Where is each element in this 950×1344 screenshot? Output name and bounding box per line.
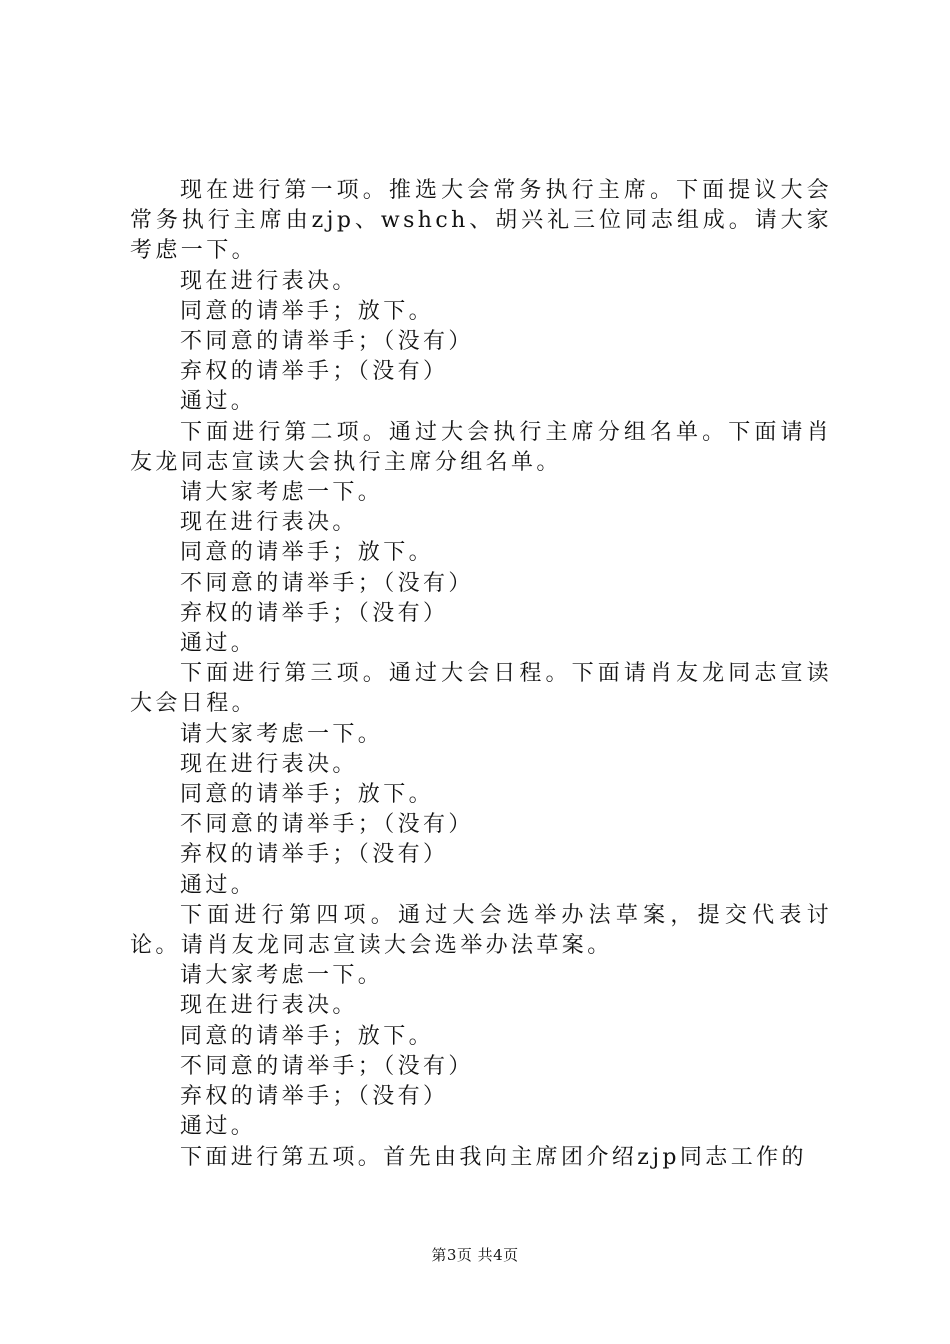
paragraph: 通过。 — [180, 872, 257, 898]
document-body — [130, 176, 832, 1173]
paragraph: 不同意的请举手；（没有） — [180, 570, 474, 596]
paragraph: 不同意的请举手；（没有） — [180, 812, 474, 838]
paragraph: 下面进行第二项。通过大会执行主席分组名单。下面请肖友龙同志宣读大会执行主席分组名单。 — [130, 419, 832, 475]
paragraph: 同意的请举手；放下。 — [180, 1023, 435, 1049]
paragraph: 现在进行第一项。推选大会常务执行主席。下面提议大会常务执行主席由zjp、wshch、胡兴礼三位同志组成。请大家考虑一下。 — [130, 178, 832, 264]
paragraph: 现在进行表决。 — [180, 751, 358, 777]
paragraph: 弃权的请举手；（没有） — [180, 1084, 449, 1110]
paragraph: 不同意的请举手；（没有） — [180, 1053, 474, 1079]
paragraph: 现在进行表决。 — [180, 993, 358, 1019]
paragraph: 通过。 — [180, 631, 257, 657]
paragraph: 请大家考虑一下。 — [180, 963, 384, 989]
paragraph: 同意的请举手；放下。 — [180, 782, 435, 808]
paragraph: 下面进行第四项。通过大会选举办法草案，提交代表讨论。请肖友龙同志宣读大会选举办法草案。 — [130, 902, 832, 959]
paragraph: 现在进行表决。 — [180, 510, 358, 536]
paragraph: 弃权的请举手；（没有） — [180, 842, 449, 868]
paragraph: 弃权的请举手；（没有） — [180, 600, 449, 626]
paragraph: 请大家考虑一下。 — [180, 721, 384, 747]
page-number: 第3页 共4页 — [431, 1246, 519, 1264]
paragraph: 同意的请举手；放下。 — [180, 540, 435, 566]
paragraph: 通过。 — [180, 389, 257, 415]
paragraph: 同意的请举手；放下。 — [180, 298, 435, 324]
paragraph: 下面进行第五项。首先由我向主席团介绍zjp同志工作的 — [180, 1144, 807, 1170]
paragraph: 现在进行表决。 — [180, 268, 358, 294]
paragraph: 下面进行第三项。通过大会日程。下面请肖友龙同志宣读大会日程。 — [130, 661, 832, 717]
page-footer — [0, 1244, 950, 1265]
paragraph: 弃权的请举手；（没有） — [180, 359, 449, 385]
paragraph: 请大家考虑一下。 — [180, 480, 384, 506]
paragraph: 通过。 — [180, 1114, 257, 1140]
paragraph: 不同意的请举手；（没有） — [180, 329, 474, 355]
